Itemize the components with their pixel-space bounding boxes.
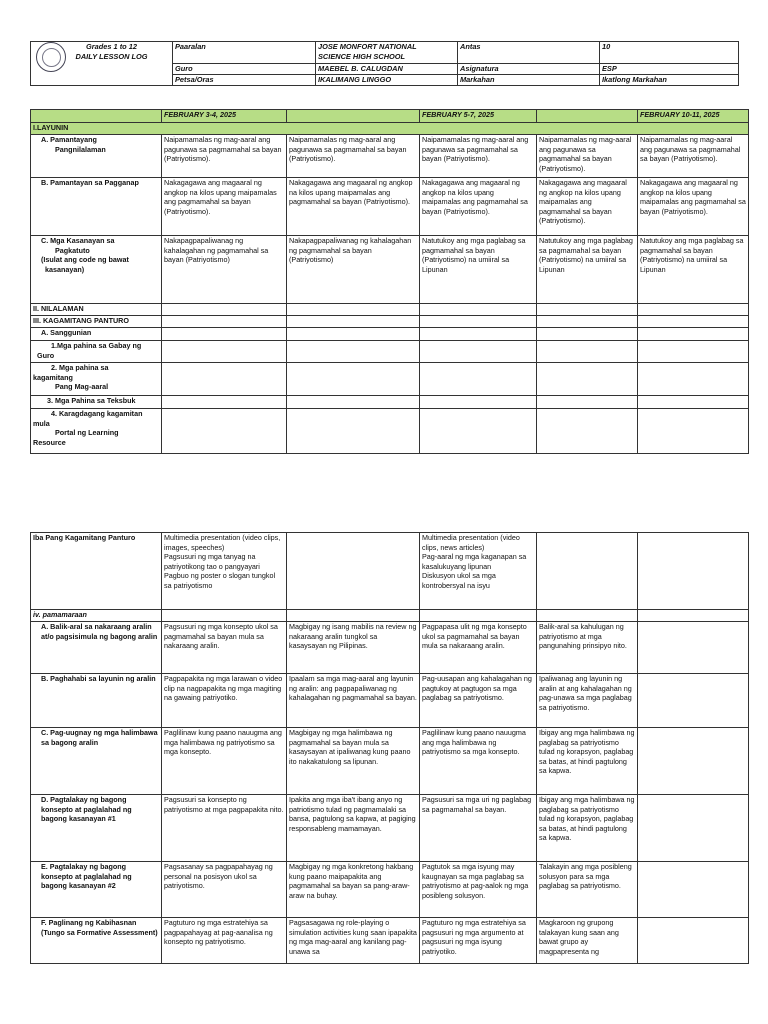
cell: Nakagagawa ang magaaral ng angkop na kilos upang maipamalas ang pagmamahal sa bayan (Patriyotismo). (420, 178, 537, 236)
cell: Pagsasanay sa pagpapahayag ng personal na posisyon ukol sa patriyotismo. (162, 862, 287, 918)
iba-pang-kagamitan-label: Iba Pang Kagamitang Panturo (31, 533, 162, 610)
cell: Paglilinaw kung paano nauugma ang mga halimbawa ng patriyotismo sa mga konsepto. (162, 728, 287, 795)
pamantayan-pagganap-label: B. Pamantayan sa Pagganap (31, 178, 162, 236)
cell: Ipakita ang mga iba't ibang anyo ng patriotismo tulad ng pagmamalaki sa bansa, pagtulong sa kapwa, at pagiging responsableng mamamayan. (287, 795, 420, 862)
gabay-guro-label: 1.Mga pahina sa Gabay ng Guro (31, 341, 162, 363)
karagdagang-kagamitan-label: 4. Karagdagang kagamitan mula Portal ng Learning Resource (31, 409, 162, 454)
paghahabi-label: B. Paghahabi sa layunin ng aralin (31, 674, 162, 728)
paaralan-value: JOSE MONFORT NATIONAL SCIENCE HIGH SCHOOL (316, 42, 458, 64)
petsa-label: Petsa/Oras (173, 75, 316, 86)
petsa-value: IKALIMANG LINGGO (316, 75, 458, 86)
markahan-value: Ikatlong Markahan (600, 75, 739, 86)
cell: Nakagagawa ang magaaral ng angkop na kilos upang maipamalas ang pagmamahal sa bayan (Patriyotismo). (638, 178, 749, 236)
cell: Multimedia presentation (video clips, news articles) Pag-aaral ng mga kaganapan sa kasalukuyang lipunan Diskusyon ukol sa mga kontrobersyal na isyu (420, 533, 537, 610)
cell: Naipamamalas ng mag-aaral ang pagunawa sa pagmamahal sa bayan (Patriyotismo). (162, 135, 287, 178)
cell: Magkaroon ng grupong talakayan kung saan ang bawat grupo ay magpapresenta ng (537, 918, 638, 964)
cell: Natutukoy ang mga paglabag sa pagmamahal sa bayan (Patriyotismo) na umiiral sa Lipunan (420, 236, 537, 304)
markahan-label: Markahan (458, 75, 600, 86)
asignatura-label: Asignatura (458, 64, 600, 75)
cell: Magbigay ng mga halimbawa ng pagmamahal sa bayan mula sa kasaysayan at ipaliwanag kung paano ito nakakatulong sa lipunan. (287, 728, 420, 795)
date-header-2: FEBRUARY 5-7, 2025 (420, 110, 537, 123)
layunin-heading: I.LAYUNIN (31, 123, 749, 135)
cell: Pag-uusapan ang kahalagahan ng pagtukoy at pagtugon sa mga paglabag sa patriyotismo. (420, 674, 537, 728)
kagamitang-mag-aaral-label: 2. Mga pahina sa kagamitang Pang Mag-aaral (31, 363, 162, 396)
cell: Multimedia presentation (video clips, images, speeches) Pagsusuri ng mga tanyag na patriyotikong tao o pangyayari Pagbuo ng poster o slogan tungkol sa patriyotismo (162, 533, 287, 610)
cell: Naipamamalas ng mag-aaral ang pagunawa sa pagmamahal sa bayan (Patriyotismo). (638, 135, 749, 178)
cell: Ibigay ang mga halimbawa ng paglabag sa patriyotismo tulad ng korapsyon, paglabag sa batas, at hindi pagtulong sa kapwa. (537, 795, 638, 862)
cell: Magbigay ng isang mabilis na review ng nakaraang aralin tungkol sa kasaysayan ng Pilipinas. (287, 622, 420, 674)
kasanayan-label: C. Mga Kasanayan sa Pagkatuto (Isulat ang code ng bawat kasanayan) (31, 236, 162, 304)
cell: Talakayin ang mga posibleng solusyon para sa mga paglabag sa patriyotismo. (537, 862, 638, 918)
paaralan-label: Paaralan (173, 42, 316, 64)
cell: Pagpapakita ng mga larawan o video clip na nagpapakita ng mga magiting na gawaing patriyotiko. (162, 674, 287, 728)
pagtalakay-1-label: D. Pagtalakay ng bagong konsepto at paglalahad ng bagong kasanayan #1 (31, 795, 162, 862)
cell: Paglilinaw kung paano nauugma ang mga halimbawa ng patriyotismo sa mga konsepto. (420, 728, 537, 795)
cell: Ibigay ang mga halimbawa ng paglabag sa patriyotismo tulad ng korapsyon, paglabag sa batas, at hindi pagtulong sa kapwa. (537, 728, 638, 795)
cell: Nakagagawa ang magaaral ng angkop na kilos upang maipamalas ang pagmamahal sa bayan (Patriyotismo). (537, 178, 638, 236)
cell: Natutukoy ang mga paglabag sa pagmamahal sa bayan (Patriyotismo) na umiiral sa Lipunan (537, 236, 638, 304)
nilalaman-heading: II. NILALAMAN (31, 304, 162, 316)
pag-uugnay-label: C. Pag-uugnay ng mga halimbawa sa bagong aralin (31, 728, 162, 795)
cell: Pagsasagawa ng role-playing o simulation activities kung saan ipapakita ng mga mag-aaral ang kanilang pag-unawa sa (287, 918, 420, 964)
paglinang-label: F. Paglinang ng Kabihasnan (Tungo sa Formative Assessment) (31, 918, 162, 964)
cell: Pagsusuri ng mga konsepto ukol sa pagmamahal sa bayan mula sa nakaraang aralin. (162, 622, 287, 674)
cell: Nakapagpapaliwanag ng kahalagahan ng pagmamahal sa bayan (Patriyotismo) (162, 236, 287, 304)
cell: Nakagagawa ang magaaral ng angkop na kilos upang maipamalas ang pagmamahal sa bayan (Patriyotismo). (162, 178, 287, 236)
cell: Nakagagawa ang magaaral ng angkop na kilos upang maipamalas ang pagmamahal sa bayan (Patriyotismo). (287, 178, 420, 236)
cell: Natutukoy ang mga paglabag sa pagmamahal sa bayan (Patriyotismo) na umiiral sa Lipunan (638, 236, 749, 304)
cell: Pagsusuri sa mga uri ng paglabag sa pagmamahal sa bayan. (420, 795, 537, 862)
sanggunian-label: A. Sanggunian (31, 328, 162, 341)
cell: Nakapagpapaliwanag ng kahalagahan ng pagmamahal sa bayan (Patriyotismo) (287, 236, 420, 304)
date-header-1: FEBRUARY 3-4, 2025 (162, 110, 287, 123)
kagamitan-heading: III. KAGAMITANG PANTURO (31, 316, 162, 328)
asignatura-value: ESP (600, 64, 739, 75)
guro-value: MAEBEL B. CALUGDAN (316, 64, 458, 75)
balik-aral-label: A. Balik-aral sa nakaraang aralin at/o pagsisimula ng bagong aralin (31, 622, 162, 674)
cell: Ipaliwanag ang layunin ng aralin at ang kahalagahan ng pag-unawa sa mga paglabag sa patriyotismo. (537, 674, 638, 728)
doc-title: Grades 1 to 12 DAILY LESSON LOG (31, 42, 173, 86)
cell: Pagtuturo ng mga estratehiya sa pagpapahayag at pag-aanalisa ng konsepto ng patriyotismo. (162, 918, 287, 964)
header-table (30, 41, 739, 86)
cell: Pagtutok sa mga isyung may kaugnayan sa mga paglabag sa patriyotismo at pag-aalok ng mga posibleng solusyon. (420, 862, 537, 918)
antas-label: Antas (458, 42, 600, 64)
pamantayang-pangnilalaman-label: A. Pamantayang Pangnilalaman (31, 135, 162, 178)
procedure-table (30, 532, 749, 964)
cell: Pagtuturo ng mga estratehiya sa pagsusuri ng mga argumento at pagsusuri ng mga isyung patriyotiko. (420, 918, 537, 964)
cell: Naipamamalas ng mag-aaral ang pagunawa sa pagmamahal sa bayan (Patriyotismo). (287, 135, 420, 178)
cell: Naipamamalas ng mag-aaral ang pagunawa sa pagmamahal sa bayan (Patriyotismo). (420, 135, 537, 178)
date-header-3: FEBRUARY 10-11, 2025 (638, 110, 749, 123)
objectives-table (30, 109, 749, 454)
cell: Naipamamalas ng mag-aaral ang pagunawa sa pagmamahal sa bayan (Patriyotismo). (537, 135, 638, 178)
teksbuk-label: 3. Mga Pahina sa Teksbuk (31, 396, 162, 409)
antas-value: 10 (600, 42, 739, 64)
cell: Ipaalam sa mga mag-aaral ang layunin ng aralin: ang pagpapaliwanag ng kahalagahan ng pagmamahal sa bayan. (287, 674, 420, 728)
cell: Magbigay ng mga konkretong hakbang kung paano maipapakita ang pagmamahal sa bayan sa pang-araw-araw na buhay. (287, 862, 420, 918)
cell: Pagsusuri sa konsepto ng patriyotismo at mga pagpapakita nito. (162, 795, 287, 862)
cell: Pagpapasa ulit ng mga konsepto ukol sa pagmamahal sa bayan mula sa nakaraang aralin. (420, 622, 537, 674)
guro-label: Guro (173, 64, 316, 75)
pamamaraan-heading: iv. pamamaraan (31, 610, 162, 622)
cell: Balik-aral sa kahulugan ng patriyotismo at mga pangunahing prinsipyo nito. (537, 622, 638, 674)
pagtalakay-2-label: E. Pagtalakay ng bagong konsepto at paglalahad ng bagong kasanayan #2 (31, 862, 162, 918)
